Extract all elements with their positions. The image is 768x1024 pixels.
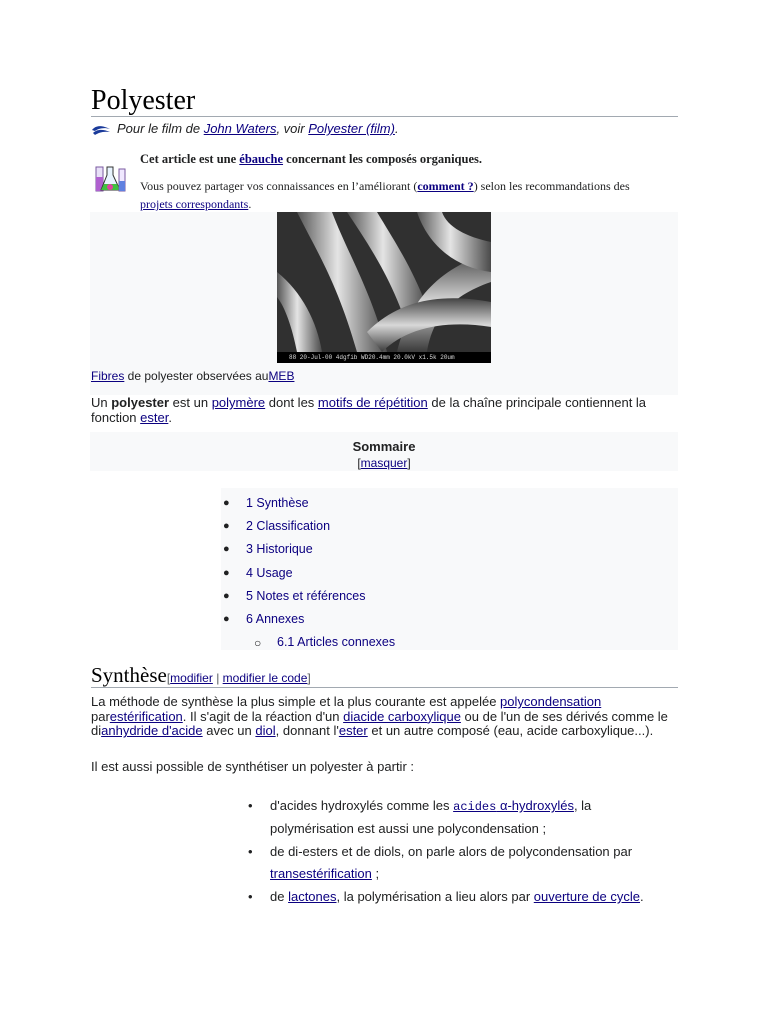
bullet: ● xyxy=(223,520,230,532)
toc-item-annexes[interactable]: 6 Annexes xyxy=(246,612,305,626)
list-item-text xyxy=(270,841,670,885)
stub-link-projets[interactable]: projets correspondants xyxy=(140,197,249,211)
hatnote-middle: , voir xyxy=(276,121,309,136)
stub-link-ebauche[interactable]: ébauche xyxy=(239,152,284,166)
caption-text: de polyester observées au xyxy=(124,369,269,383)
para-text: par xyxy=(91,708,110,724)
chemistry-flask-icon xyxy=(93,163,129,195)
hatnote-suffix: . xyxy=(394,121,399,136)
para-text: ou de l'un de ses dérivés comme le di xyxy=(91,708,668,738)
sem-fibres-picture xyxy=(277,212,491,352)
hatnote-link-john-waters[interactable]: John Waters xyxy=(203,121,277,136)
item-text: de di-esters et de diols, on parle alors de polycondensation par xyxy=(270,844,633,859)
list-item xyxy=(248,886,668,908)
edit-link[interactable]: modifier xyxy=(170,671,213,685)
page-title: Polyester xyxy=(91,85,196,116)
sub-bullet: ○ xyxy=(254,636,262,650)
stub-text: Cet article est une xyxy=(140,152,240,166)
bracket: [ xyxy=(357,456,361,470)
bracket: ] xyxy=(307,671,311,685)
item-text: , la polymérisation est aussi une polycondensation ; xyxy=(270,798,592,836)
hatnote-link-polyester-film[interactable]: Polyester (film) xyxy=(308,121,395,136)
caption-link-fibres[interactable]: Fibres xyxy=(91,369,125,383)
bullet: ● xyxy=(223,567,230,579)
section-divider xyxy=(91,687,678,688)
link-esterification[interactable]: estérification xyxy=(109,708,183,724)
lead-link-motifs[interactable]: motifs de répétition xyxy=(317,395,428,410)
section-edit-links xyxy=(167,671,311,685)
item-text: , la polymérisation a lieu alors par xyxy=(336,889,534,904)
toc-hide-control xyxy=(90,456,678,470)
list-item xyxy=(248,841,668,881)
lead-text: de la chaîne principale contiennent la fonction xyxy=(91,395,647,425)
stub-text: concernant les composés organiques. xyxy=(283,152,482,166)
para-text: et un autre composé (eau, acide carboxylique...). xyxy=(367,723,654,738)
bullet: ● xyxy=(223,613,230,625)
list-item xyxy=(248,795,668,836)
hatnote xyxy=(91,120,399,137)
link-lactones[interactable]: lactones xyxy=(288,889,337,904)
item-text: ; xyxy=(371,866,380,881)
lead-text: Un xyxy=(91,395,112,410)
link-transesterification[interactable]: transestérification xyxy=(270,866,372,881)
stub-notice-title xyxy=(140,152,482,167)
bullet: • xyxy=(248,889,253,904)
bracket: [ xyxy=(166,671,171,685)
toc-header xyxy=(90,432,678,471)
link-anhydride[interactable]: anhydride d'acide xyxy=(101,723,203,738)
para-text: La méthode de synthèse la plus simple et la plus courante est appelée xyxy=(91,694,501,709)
stub-link-comment[interactable]: comment ? xyxy=(417,179,474,193)
edit-source-link[interactable]: modifier le code xyxy=(222,671,308,685)
toc-item-usage[interactable]: 4 Usage xyxy=(246,566,293,580)
section-heading-text: Synthèse xyxy=(91,663,167,687)
link-alpha-hydroxyles[interactable]: α-hydroxylés xyxy=(496,798,574,813)
list-item-text xyxy=(270,886,670,908)
bullet: ● xyxy=(223,497,230,509)
link-polycondensation[interactable]: polycondensation xyxy=(500,694,602,709)
disambiguation-arrow-icon xyxy=(91,124,111,136)
link-ester[interactable]: ester xyxy=(338,723,368,738)
lead-link-ester[interactable]: ester xyxy=(140,410,169,425)
synthese-paragraph-2: Il est aussi possible de synthétiser un polyester à partir : xyxy=(91,759,414,774)
toc-item-synthese[interactable]: 1 Synthèse xyxy=(246,496,309,510)
stub-text: ) selon les recommandations des xyxy=(473,179,630,193)
stub-notice-body xyxy=(140,177,640,213)
stub-text: . xyxy=(248,197,252,211)
sem-scale-bar: 88 20-Jul-00 4dgfib WD20.4mm 20.0kV x1.5k 20um xyxy=(277,352,491,363)
toc-hide-link[interactable]: masquer xyxy=(360,456,408,470)
bullet: • xyxy=(248,798,253,813)
para-text: avec un xyxy=(202,723,256,738)
toc-item-articles-connexes[interactable]: 6.1 Articles connexes xyxy=(277,635,396,649)
caption-link-meb[interactable]: MEB xyxy=(268,369,295,383)
sem-image-polyester-fibres[interactable] xyxy=(277,212,491,363)
link-diol[interactable]: diol xyxy=(255,723,276,738)
item-text: . xyxy=(640,889,644,904)
bullet: ● xyxy=(223,590,230,602)
link-diacide-carboxylique[interactable]: diacide carboxylique xyxy=(343,708,461,724)
lead-text: . xyxy=(168,410,172,425)
separator: | xyxy=(212,671,223,685)
hatnote-prefix: Pour le film de xyxy=(117,121,204,136)
link-ouverture-de-cycle[interactable]: ouverture de cycle xyxy=(533,889,640,904)
link-acides[interactable]: acides xyxy=(453,800,497,814)
toc-item-historique[interactable]: 3 Historique xyxy=(246,542,313,556)
lead-paragraph xyxy=(91,395,681,425)
toc-item-classification[interactable]: 2 Classification xyxy=(246,519,331,533)
item-text: d'acides hydroxylés comme les xyxy=(270,798,454,813)
toc-item-notes[interactable]: 5 Notes et références xyxy=(246,589,366,603)
list-item-text xyxy=(270,795,670,840)
toc-list xyxy=(221,488,678,650)
bullet: ● xyxy=(223,543,230,555)
bracket: ] xyxy=(407,456,411,470)
figure-thumbnail xyxy=(90,212,678,395)
stub-text: Vous pouvez partager vos connaissances en l’améliorant ( xyxy=(140,179,418,193)
title-divider xyxy=(91,116,678,117)
lead-term: polyester xyxy=(111,395,170,410)
item-text: de xyxy=(270,889,289,904)
lead-text: dont les xyxy=(265,395,318,410)
bullet: • xyxy=(248,844,253,859)
para-text: . Il s'agit de la réaction d'un xyxy=(182,708,344,724)
para-text: , donnant l' xyxy=(275,723,339,738)
toc-title: Sommaire xyxy=(352,439,416,454)
figure-caption xyxy=(91,369,294,383)
lead-link-polymere[interactable]: polymère xyxy=(211,395,266,410)
lead-text: est un xyxy=(169,395,212,410)
synthese-paragraph-1 xyxy=(91,695,681,739)
